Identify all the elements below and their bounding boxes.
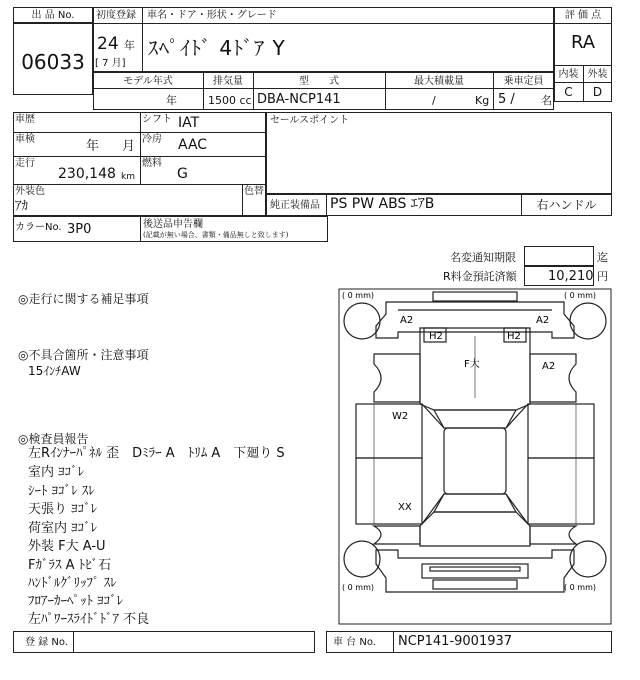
damage-mark-a2-right: A2 bbox=[542, 361, 556, 372]
inspector-line: 左ﾊﾟﾜｰｽﾗｲﾄﾞﾄﾞｱ 不良 bbox=[28, 612, 150, 627]
tire-front-left bbox=[344, 303, 380, 339]
inspector-line: ｼｰﾄ ﾖｺﾞﾚ ｽﾚ bbox=[28, 484, 95, 499]
aircon-label: 冷房 bbox=[142, 134, 162, 145]
max-load-unit: Kg bbox=[475, 94, 490, 107]
divider bbox=[73, 631, 74, 653]
tire-label-fr: ( 0 mm) bbox=[564, 291, 597, 300]
divider bbox=[93, 23, 554, 24]
damage-mark-a2-front-left: A2 bbox=[400, 315, 414, 326]
tire-label-rr: ( 0 mm) bbox=[564, 583, 597, 592]
car-damage-diagram bbox=[338, 288, 612, 625]
trunk bbox=[420, 512, 530, 546]
defects-header: ◎不具合箇所・注意事項 bbox=[18, 348, 149, 362]
front-door-right bbox=[528, 404, 594, 458]
exterior-color-label: 外装色 bbox=[15, 186, 45, 197]
mileage-label: 走行 bbox=[15, 158, 35, 169]
divider bbox=[242, 184, 243, 216]
sales-point-label: セールスポイント bbox=[270, 115, 350, 126]
damage-mark-w2: W2 bbox=[392, 411, 409, 422]
inspector-line: Fｶﾞﾗｽ A ﾄﾋﾞ石 bbox=[28, 558, 112, 573]
history-label: 車歴 bbox=[15, 114, 35, 125]
max-load-label: 最大積載量 bbox=[414, 76, 464, 87]
mileage-value: 230,148 bbox=[58, 166, 116, 182]
model-year-unit: 年 bbox=[166, 94, 177, 107]
recycle-amount: 10,210 bbox=[548, 269, 594, 284]
aftermarket-label: 後送品申告欄 bbox=[143, 219, 203, 230]
rear-door-left bbox=[356, 458, 422, 524]
divider bbox=[93, 88, 554, 89]
capacity-label: 乗車定員 bbox=[503, 76, 544, 87]
tire-rear-left bbox=[344, 541, 380, 577]
first-reg-year: 24 bbox=[97, 34, 119, 54]
capacity-value: 5 / bbox=[498, 92, 515, 107]
tire-rear-right bbox=[570, 541, 606, 577]
inspector-line: ﾊﾝﾄﾞﾙｸﾞﾘｯﾌﾟ ｽﾚ bbox=[28, 576, 117, 591]
reg-no-label: 登 録 No. bbox=[25, 637, 68, 648]
aftermarket-note: (記載が無い場合、書類・備品無しと致します) bbox=[143, 231, 289, 239]
damage-mark-f-large: F大 bbox=[464, 359, 480, 370]
inspection-month: 月 bbox=[122, 139, 136, 154]
rating-value: RA bbox=[570, 32, 596, 53]
model-year-label: モデル年式 bbox=[123, 76, 173, 87]
steering-value: 右ハンドル bbox=[536, 198, 597, 212]
inspector-line: 左Rｲﾝﾅｰﾊﾟﾈﾙ 歪 Dﾐﾗｰ A ﾄﾘﾑ A 下廻り S bbox=[28, 446, 285, 461]
title-change-unit: 迄 bbox=[597, 251, 608, 264]
rear-fender-left bbox=[374, 526, 420, 544]
divider bbox=[140, 216, 141, 242]
rear-door-right bbox=[528, 458, 594, 524]
max-load-slash: / bbox=[432, 94, 436, 107]
title-change-label: 名変通知期限 bbox=[450, 251, 516, 264]
displacement-label: 排気量 bbox=[213, 76, 243, 87]
windshield bbox=[434, 410, 516, 428]
fuel-label: 燃料 bbox=[142, 158, 162, 169]
driving-notes-header: ◎走行に関する補足事項 bbox=[18, 292, 149, 306]
recycle-label: R料金預託済額 bbox=[443, 270, 517, 283]
damage-mark-h2-right: H2 bbox=[507, 331, 521, 342]
inspection-year: 年 bbox=[86, 139, 100, 154]
rating-label: 評 価 点 bbox=[564, 10, 602, 21]
color-no-value: 3P0 bbox=[67, 222, 92, 237]
defect-item: 15ｲﾝﾁAW bbox=[28, 364, 81, 378]
displacement-value: 1500 cc bbox=[208, 94, 252, 107]
interior-label: 内装 bbox=[558, 69, 579, 80]
tire-label-rl: ( 0 mm) bbox=[342, 583, 375, 592]
front-fender-left bbox=[374, 354, 420, 402]
inspector-line: 外装 F大 A-U bbox=[28, 539, 106, 554]
divider bbox=[554, 23, 612, 24]
car-name-label: 車名・ドア・形状・グレード bbox=[147, 10, 277, 21]
divider bbox=[326, 194, 327, 216]
exterior-grade: D bbox=[592, 85, 603, 99]
model-type-label: 型 式 bbox=[299, 76, 339, 87]
equipment-value: PS PW ABS ｴｱB bbox=[330, 196, 435, 212]
first-reg-month: [ 7 月] bbox=[95, 58, 126, 69]
aircon-value: AAC bbox=[178, 137, 208, 153]
first-reg-year-unit: 年 bbox=[124, 39, 135, 52]
color-no-label: カラーNo. bbox=[15, 222, 62, 233]
damage-mark-h2-left: H2 bbox=[429, 331, 443, 342]
shift-label: シフト bbox=[142, 114, 172, 125]
exterior-label: 外装 bbox=[587, 69, 608, 80]
damage-mark-xx: XX bbox=[398, 502, 412, 513]
equipment-label: 純正装備品 bbox=[270, 200, 320, 211]
divider bbox=[140, 112, 141, 184]
lot-label: 出 品 No. bbox=[31, 10, 75, 21]
inspector-header: ◎検査員報告 bbox=[18, 432, 89, 446]
damage-mark-a2-front-right: A2 bbox=[536, 315, 550, 326]
front-door-left bbox=[356, 404, 422, 458]
fuel-value: G bbox=[177, 166, 188, 182]
car-name: ｽﾍﾟｲﾄﾞ 4ﾄﾞｱ Y bbox=[148, 36, 286, 60]
first-reg-label: 初度登録 bbox=[96, 10, 136, 21]
chassis-label: 車 台 No. bbox=[333, 637, 376, 648]
interior-grade: C bbox=[564, 85, 573, 99]
shift-value: IAT bbox=[178, 115, 200, 131]
tire-label-fl: ( 0 mm) bbox=[342, 291, 375, 300]
inspector-line: 荷室内 ﾖｺﾞﾚ bbox=[28, 521, 98, 536]
roof bbox=[444, 428, 506, 494]
exterior-color-value: ｱｶ bbox=[15, 199, 28, 214]
inspector-line: ﾌﾛｱｰｶｰﾍﾟｯﾄ ﾖｺﾞﾚ bbox=[28, 594, 124, 609]
divider bbox=[393, 631, 394, 653]
inspector-line: 室内 ﾖｺﾞﾚ bbox=[28, 465, 85, 480]
chassis-number: NCP141-9001937 bbox=[398, 634, 513, 649]
mileage-unit: km bbox=[121, 172, 135, 182]
tire-front-right bbox=[570, 303, 606, 339]
inspector-line: 天張り ﾖｺﾞﾚ bbox=[28, 502, 98, 517]
divider bbox=[142, 7, 143, 72]
capacity-unit: 名 bbox=[541, 94, 552, 107]
color-change-label: 色替 bbox=[244, 186, 264, 197]
title-change-box bbox=[524, 246, 594, 266]
recycle-unit: 円 bbox=[597, 270, 608, 283]
model-type-value: DBA-NCP141 bbox=[257, 92, 341, 107]
rear-window bbox=[434, 494, 516, 512]
inspection-label: 車検 bbox=[15, 134, 35, 145]
divider bbox=[13, 184, 266, 185]
rear-fender-right bbox=[530, 526, 576, 544]
lot-number: 06033 bbox=[21, 50, 85, 74]
